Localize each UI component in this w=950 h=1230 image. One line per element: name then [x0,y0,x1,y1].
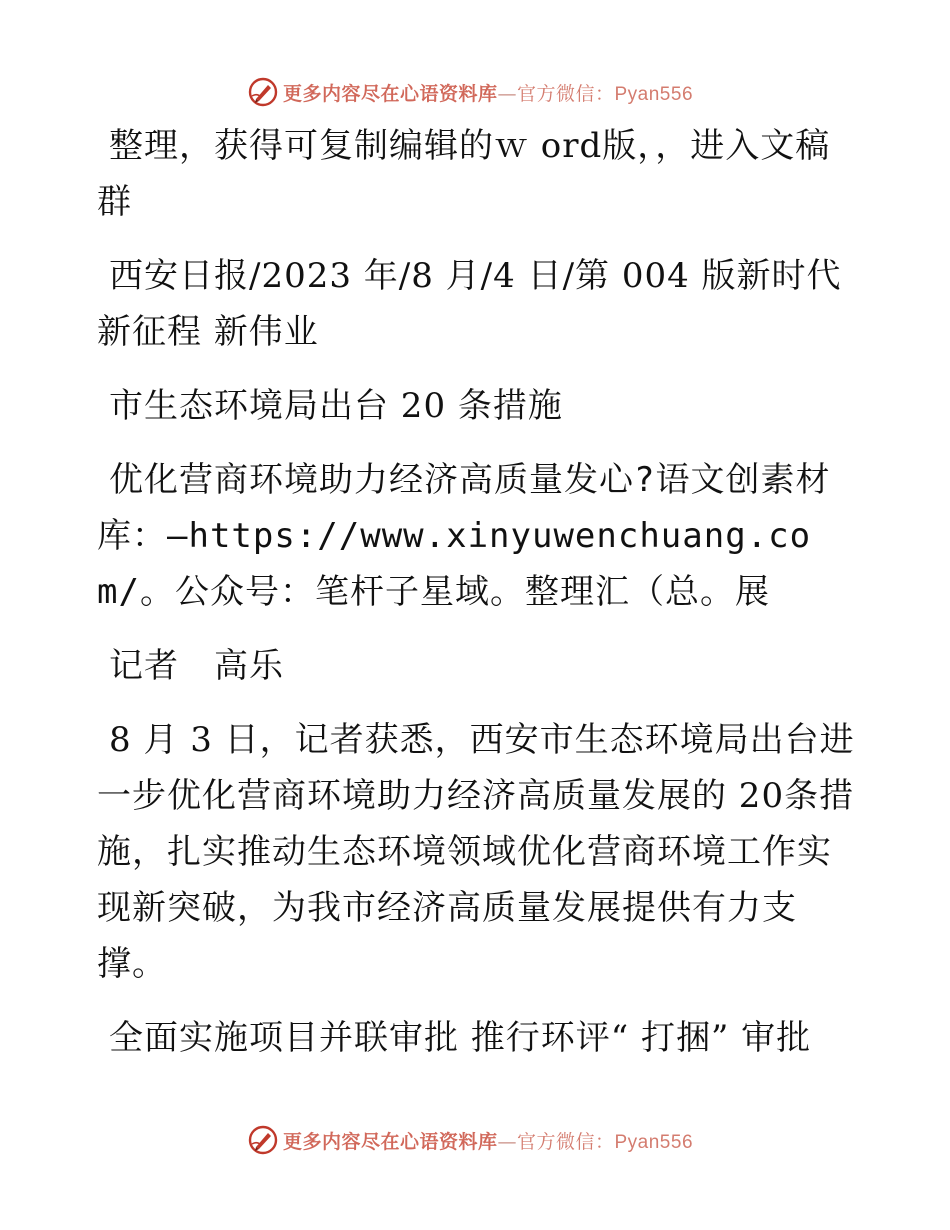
watermark-brand: 更多内容尽在心语资料库 [282,82,498,105]
paragraph-intro: 整理，获得可复制编辑的ｗ ord版，，进入文稿群 [97,126,831,222]
watermark-text [283,79,693,106]
watermark-wechat-id: Pyan556 [614,83,694,105]
watermark-official-label: 官方微信： [516,82,615,105]
paragraph-source: 西安日报/2023 年/8 月/4 日/第 004 版新时代新征程 新伟业 [97,256,842,352]
pen-logo-icon [247,1124,279,1156]
watermark-official-label: 官方微信： [516,1130,615,1153]
footer-watermark [0,1120,950,1160]
pen-logo-icon [247,76,279,108]
paragraph-section-heading: 全面实施项目并联审批 推行环评“ 打捆” 审批 [109,1018,812,1058]
watermark-dash: — [497,1130,517,1153]
paragraph-headline: 市生态环境局出台 20 条措施 [109,386,563,426]
paragraph-byline: 记者 高乐 [109,646,284,686]
header-watermark [0,72,950,112]
paragraph-subheadline: 优化营商环境助力经济高质量发心?语文创素材库：—https://www.xinyuwenchuang.com/。公众号：笔杆子星域。整理汇（总。展 [97,460,831,612]
watermark-dash: — [497,82,517,105]
watermark-text [283,1127,693,1154]
document-body [97,118,857,1084]
watermark-brand: 更多内容尽在心语资料库 [282,1130,498,1153]
paragraph-body: 8 月 3 日，记者获悉，西安市生态环境局出台进一步优化营商环境助力经济高质量发展的 20条措施，扎实推动生态环境领域优化营商环境工作实现新突破，为我市经济高质量发展提供有力支撑。 [97,720,855,984]
watermark-wechat-id: Pyan556 [614,1131,694,1153]
